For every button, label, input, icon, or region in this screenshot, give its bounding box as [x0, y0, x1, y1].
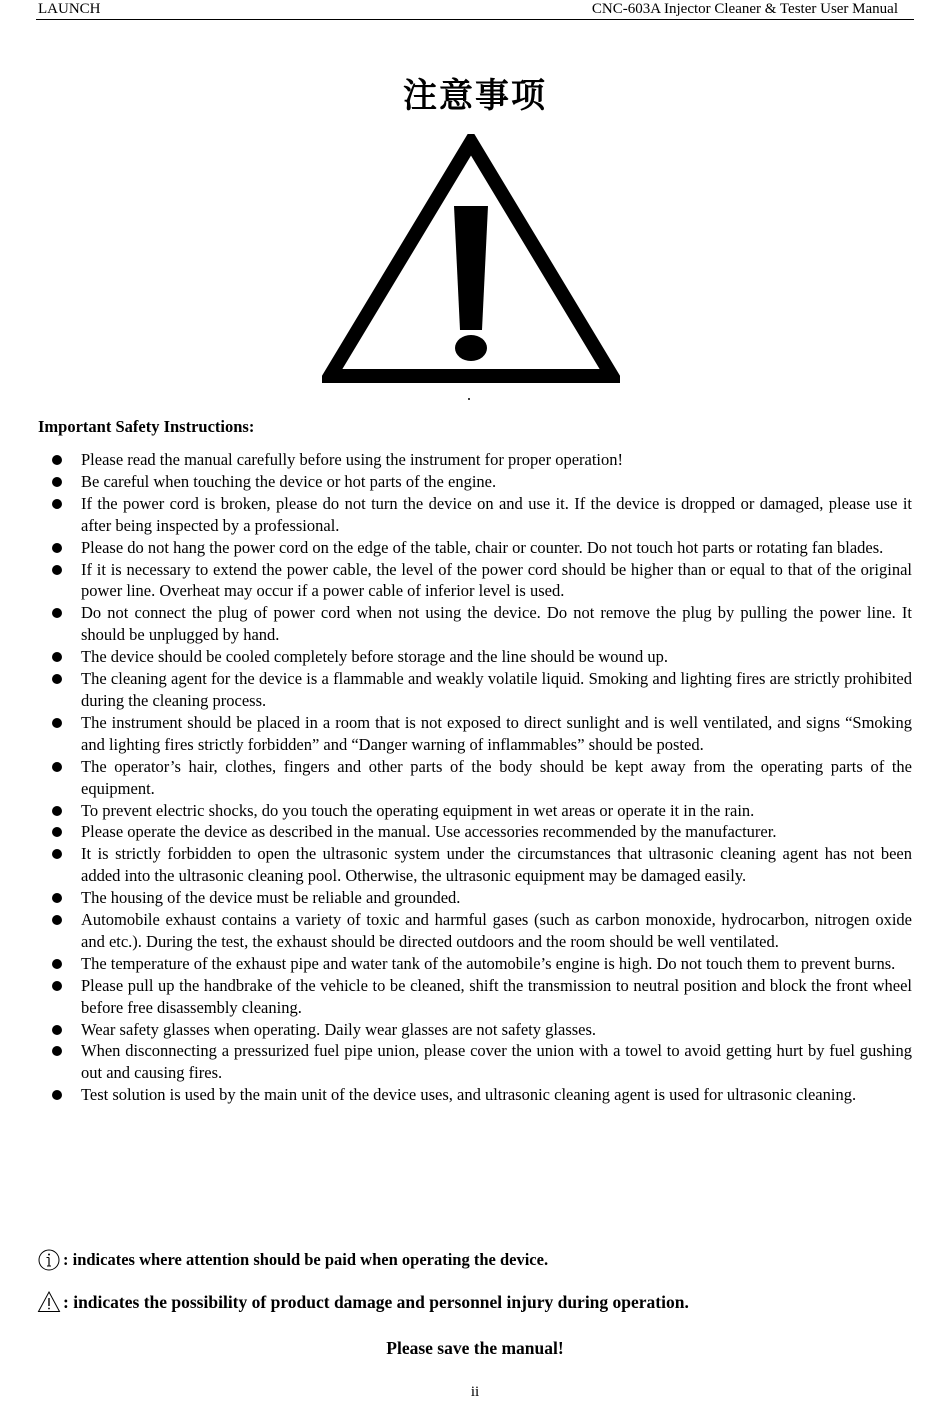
bullet-icon: [52, 718, 62, 728]
safety-instruction-item: [38, 668, 912, 712]
bullet-icon: [52, 849, 62, 859]
bullet-icon: [52, 827, 62, 837]
safety-instruction-item: [38, 1084, 912, 1106]
safety-instruction-item: [38, 559, 912, 603]
safety-instruction-text: Please operate the device as described in the manual. Use accessories recommended by the manufacturer.: [81, 822, 777, 842]
bullet-icon: [52, 499, 62, 509]
safety-instruction-item: [38, 800, 912, 822]
safety-instruction-item: [38, 843, 912, 887]
stray-dot: [468, 398, 470, 400]
safety-instruction-text: If the power cord is broken, please do not turn the device on and use it. If the device is dropped or damaged, please use it after being inspected by a professional.: [81, 493, 912, 535]
safety-instruction-item: [38, 602, 912, 646]
safety-instruction-text: The instrument should be placed in a room that is not exposed to direct sunlight and is well ventilated, and signs “Smoking and lighting fires strictly forbidden” and “Danger warning of inflammables” should be posted.: [81, 712, 912, 754]
safety-instruction-item: [38, 821, 912, 843]
safety-instruction-item: [38, 449, 912, 471]
safety-instruction-text: The temperature of the exhaust pipe and water tank of the automobile’s engine is high. Do not touch them to prevent burns.: [81, 953, 896, 973]
section-title: Important Safety Instructions:: [38, 417, 255, 436]
save-manual-reminder: Please save the manual!: [386, 1338, 564, 1358]
safety-instruction-text: If it is necessary to extend the power cable, the level of the power cord should be higher than or equal to that of the original power line. Overheat may occur if a power cable of inferior level is used.: [81, 559, 912, 601]
safety-instruction-text: The housing of the device must be reliable and grounded.: [81, 888, 461, 908]
safety-instruction-text: Be careful when touching the device or hot parts of the engine.: [81, 471, 497, 491]
safety-instruction-text: The operator’s hair, clothes, fingers and other parts of the body should be kept away from the operating parts of the equipment.: [81, 756, 912, 798]
safety-instructions-list: [38, 449, 912, 1106]
bullet-icon: [52, 455, 62, 465]
safety-instruction-item: [38, 537, 912, 559]
bullet-icon: [52, 1025, 62, 1035]
safety-instruction-text: Do not connect the plug of power cord when not using the device. Do not remove the plug by pulling the power line. It should be unplugged by hand.: [81, 603, 912, 645]
safety-instruction-item: [38, 646, 912, 668]
bullet-icon: [52, 915, 62, 925]
bullet-icon: [52, 477, 62, 487]
safety-instruction-text: Please read the manual carefully before using the instrument for proper operation!: [81, 450, 624, 469]
header-rule: [36, 19, 914, 20]
safety-instruction-text: Wear safety glasses when operating. Daily wear glasses are not safety glasses.: [81, 1019, 597, 1039]
bullet-icon: [52, 1090, 62, 1100]
safety-instruction-item: [38, 1019, 912, 1041]
bullet-icon: [52, 608, 62, 618]
safety-instruction-text: It is strictly forbidden to open the ultrasonic system under the circumstances that ultrasonic cleaning agent has not been added into the ultrasonic cleaning pool. Otherwise, the ultrasonic equipment may be damaged easily.: [81, 844, 912, 886]
bullet-icon: [52, 981, 62, 991]
caution-triangle-icon: [37, 1290, 61, 1314]
header-brand: LAUNCH: [38, 1, 101, 17]
bullet-icon: [52, 762, 62, 772]
warning-triangle-exclamation-icon: [322, 134, 620, 386]
caution-note-text: : indicates the possibility of product damage and personnel injury during operation.: [63, 1292, 689, 1312]
safety-instruction-text: Automobile exhaust contains a variety of toxic and harmful gases (such as carbon monoxide, hydrocarbon, nitrogen oxide and etc.). During the test, the exhaust should be directed outdoors and the room should be well ventilated.: [81, 910, 912, 951]
bullet-icon: [52, 652, 62, 662]
safety-instruction-item: [38, 953, 912, 975]
bullet-icon: [52, 565, 62, 575]
safety-instruction-item: [38, 1040, 912, 1084]
safety-instruction-text: The device should be cooled completely before storage and the line should be wound up.: [81, 647, 668, 667]
bullet-icon: [52, 1046, 62, 1056]
safety-instruction-item: [38, 909, 912, 953]
info-note-text: : indicates where attention should be paid when operating the device.: [63, 1250, 549, 1269]
page-number: ii: [470, 1384, 480, 1400]
bullet-icon: [52, 893, 62, 903]
safety-instruction-item: [38, 975, 912, 1019]
safety-instruction-text: When disconnecting a pressurized fuel pipe union, please cover the union with a towel to avoid getting hurt by fuel gushing out and causing fires.: [81, 1041, 912, 1083]
safety-instruction-item: [38, 756, 912, 800]
safety-instruction-text: The cleaning agent for the device is a flammable and weakly volatile liquid. Smoking and lighting fires are strictly prohibited during the cleaning process.: [81, 669, 912, 710]
safety-instruction-text: Please pull up the handbrake of the vehicle to be cleaned, shift the transmission to neutral position and block the front wheel before free disassembly cleaning.: [81, 975, 912, 1017]
safety-instruction-item: [38, 887, 912, 909]
caution-note: [37, 1290, 689, 1314]
safety-instruction-item: [38, 493, 912, 537]
safety-instruction-item: [38, 712, 912, 756]
info-circle-icon: [37, 1248, 61, 1272]
header-manual-title: CNC-603A Injector Cleaner & Tester User Manual: [591, 1, 898, 17]
bullet-icon: [52, 543, 62, 553]
bullet-icon: [52, 806, 62, 816]
chinese-heading: 注意事项: [403, 76, 547, 116]
safety-instruction-item: [38, 471, 912, 493]
info-note: [37, 1248, 548, 1272]
safety-instruction-text: To prevent electric shocks, do you touch the operating equipment in wet areas or operate it in the rain.: [81, 800, 755, 820]
bullet-icon: [52, 674, 62, 684]
safety-instruction-text: Please do not hang the power cord on the edge of the table, chair or counter. Do not touch hot parts or rotating fan blades.: [81, 537, 884, 557]
safety-instruction-text: Test solution is used by the main unit of the device uses, and ultrasonic cleaning agent is used for ultrasonic cleaning.: [81, 1085, 857, 1105]
bullet-icon: [52, 959, 62, 969]
